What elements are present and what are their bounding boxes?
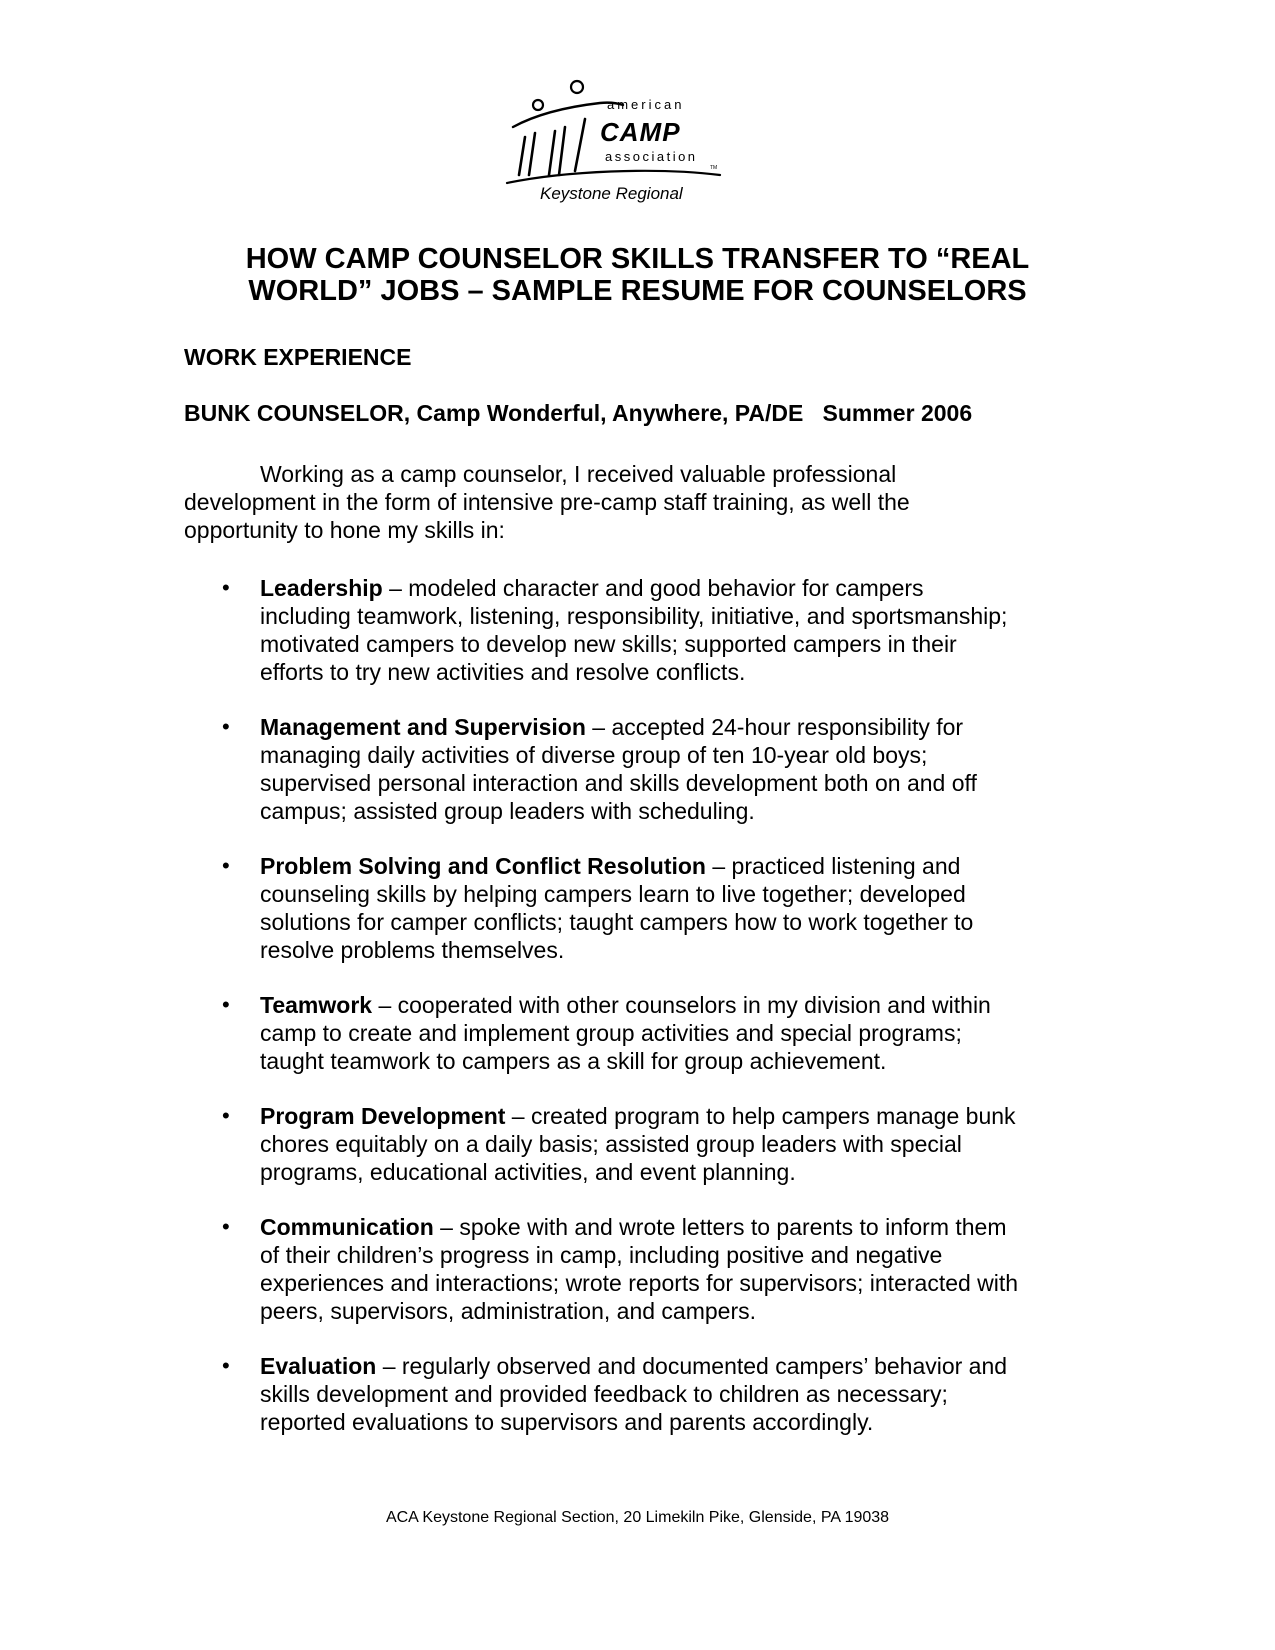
skill-name: Communication: [260, 1214, 434, 1240]
skills-list: [184, 574, 1084, 1463]
intro-line: development in the form of intensive pre-camp staff training, as well the: [184, 489, 910, 515]
skill-text: – created program to help campers manage bunk: [505, 1103, 1016, 1129]
skill-text-line: supervised personal interaction and skills development both on and off: [260, 770, 977, 796]
skill-text: – modeled character and good behavior for campers: [382, 575, 924, 601]
logo-word-association: association: [605, 149, 698, 164]
bullet-icon: •: [222, 575, 230, 600]
skill-text-line: including teamwork, listening, responsibility, initiative, and sportsmanship;: [260, 603, 1008, 629]
skill-text-line: solutions for camper conflicts; taught campers how to work together to: [260, 909, 974, 935]
skill-name: Leadership: [260, 575, 383, 601]
bullet-icon: •: [222, 853, 230, 878]
intro-line: Working as a camp counselor, I received valuable professional: [260, 461, 897, 487]
skill-item-program-development: [184, 1102, 1084, 1186]
intro-line: opportunity to hone my skills in:: [184, 517, 505, 543]
bullet-icon: •: [222, 992, 230, 1017]
aca-logo: [505, 75, 745, 215]
skill-text-line: motivated campers to develop new skills; supported campers in their: [260, 631, 957, 657]
skill-text-line: counseling skills by helping campers learn to live together; developed: [260, 881, 966, 907]
skill-name: Program Development: [260, 1103, 506, 1129]
title-line-1: HOW CAMP COUNSELOR SKILLS TRANSFER TO “REAL: [245, 243, 1030, 275]
skill-name: Management and Supervision: [260, 714, 586, 740]
title-line-2: WORLD” JOBS – SAMPLE RESUME FOR COUNSELORS: [248, 275, 1027, 307]
skill-text: – regularly observed and documented campers’ behavior and: [376, 1353, 1008, 1379]
skill-text-line: chores equitably on a daily basis; assisted group leaders with special: [260, 1131, 962, 1157]
skill-item-problem-solving: [184, 852, 1084, 964]
bullet-icon: •: [222, 714, 230, 739]
skill-name: Problem Solving and Conflict Resolution: [260, 853, 706, 879]
skill-item-leadership: [184, 574, 1084, 686]
page-title: [150, 243, 1125, 307]
skill-text: – spoke with and wrote letters to parents to inform them: [433, 1214, 1007, 1240]
aca-logo-graphic: [505, 75, 745, 215]
skill-text-line: of their children’s progress in camp, including positive and negative: [260, 1242, 943, 1268]
footer-address: ACA Keystone Regional Section, 20 Limekiln Pike, Glenside, PA 19038: [385, 1509, 890, 1526]
skill-text-line: reported evaluations to supervisors and parents accordingly.: [260, 1409, 874, 1435]
skill-text-line: camp to create and implement group activities and special programs;: [260, 1020, 962, 1046]
skill-name: Evaluation: [260, 1353, 377, 1379]
skill-text-line: programs, educational activities, and event planning.: [260, 1159, 796, 1185]
skill-text-line: experiences and interactions; wrote reports for supervisors; interacted with: [260, 1270, 1019, 1296]
intro-paragraph: [184, 460, 1004, 544]
skill-text: – practiced listening and: [705, 853, 961, 879]
skill-item-evaluation: [184, 1352, 1084, 1436]
skill-text-line: campus; assisted group leaders with scheduling.: [260, 798, 755, 824]
bullet-icon: •: [222, 1353, 230, 1378]
skill-text-line: skills development and provided feedback to children as necessary;: [260, 1381, 948, 1407]
skill-text-line: managing daily activities of diverse group of ten 10-year old boys;: [260, 742, 928, 768]
skill-text: – cooperated with other counselors in my division and within: [372, 992, 991, 1018]
logo-regional-name: Keystone Regional: [540, 184, 683, 203]
logo-word-camp: CAMP: [600, 117, 681, 147]
skill-text-line: peers, supervisors, administration, and campers.: [260, 1298, 756, 1324]
skill-text-line: efforts to try new activities and resolve conflicts.: [260, 659, 746, 685]
logo-trademark: TM: [710, 165, 718, 171]
skill-item-communication: [184, 1213, 1084, 1325]
logo-word-american: american: [607, 97, 685, 112]
bullet-icon: •: [222, 1103, 230, 1128]
job-title-line: BUNK COUNSELOR, Camp Wonderful, Anywhere, PA/DE Summer 2006: [184, 400, 973, 426]
bullet-icon: •: [222, 1214, 230, 1239]
skill-text-line: resolve problems themselves.: [260, 937, 565, 963]
skill-name: Teamwork: [260, 992, 373, 1018]
skill-item-management: [184, 713, 1084, 825]
section-heading-work-experience: WORK EXPERIENCE: [184, 344, 412, 370]
skill-text: – accepted 24-hour responsibility for: [585, 714, 964, 740]
skill-item-teamwork: [184, 991, 1084, 1075]
skill-text-line: taught teamwork to campers as a skill for group achievement.: [260, 1048, 887, 1074]
